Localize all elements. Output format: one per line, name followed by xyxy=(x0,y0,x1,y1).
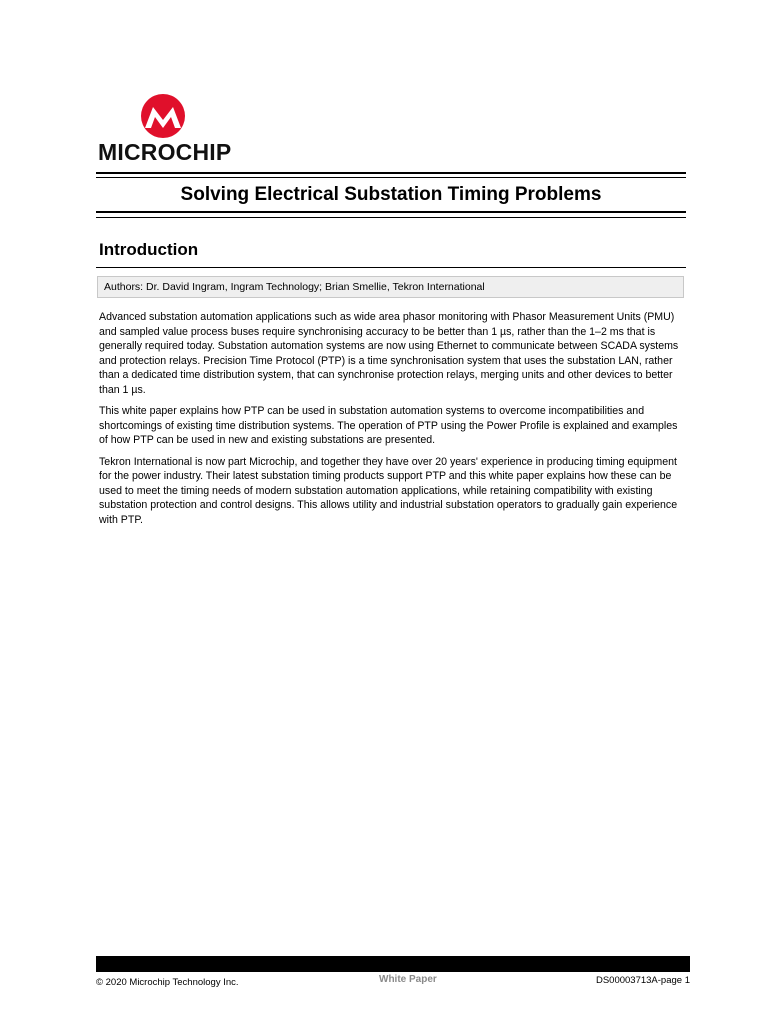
authors-box xyxy=(97,276,684,298)
paragraph-3: Tekron International is now part Microchip, and together they have over 20 years' experience in producing timing equipment for the power industry. Their latest substation timing products support PTP and this white paper explains how these can be used to meet the timing needs of modern substation automation applications, while retaining compatibility with existing substation protection and control designs. This allows utility and industrial substation operators to gradually gain experience with PTP. xyxy=(99,455,678,526)
footer-doc-type: White Paper xyxy=(379,974,437,985)
document-title: Solving Electrical Substation Timing Problems xyxy=(180,184,602,205)
paragraph-1: Advanced substation automation applications such as wide area phasor monitoring with Phasor Measurement Units (PMU) and sampled value process buses require synchronising accuracy to be better than 1 µs, rather than the 1–2 ms that is generally required today. Substation automation systems are now using Ethernet to communicate between SCADA systems and protection relays. Precision Time Protocol (PTP) is a time synchronisation system that uses the substation LAN, rather than a dedicated time distribution system, that can synchronise protection relays, merging units and other devices to better than 1 µs. xyxy=(99,311,679,396)
footer-page-ref: DS00003713A-page 1 xyxy=(595,975,690,986)
microchip-logo xyxy=(98,93,230,167)
title-rule-top-thin xyxy=(96,177,686,178)
title-rule-top-thick xyxy=(96,172,686,174)
microchip-logo-icon xyxy=(138,93,188,139)
brand-wordmark: MICROCHIP xyxy=(98,139,232,165)
section-rule xyxy=(96,267,686,268)
title-rule-bottom-thin xyxy=(96,217,686,218)
title-rule-bottom-thick xyxy=(96,211,686,213)
section-heading: Introduction xyxy=(99,240,199,259)
authors-text: Authors: Dr. David Ingram, Ingram Technology; Brian Smellie, Tekron International xyxy=(104,281,485,293)
paragraph-2: This white paper explains how PTP can be used in substation automation systems to overcome incompatibilities and shortcomings of existing time distribution systems. The operation of PTP using the Power Profile is explained and examples of how PTP can be used in new and existing substations are presented. xyxy=(99,405,678,446)
footer-bar xyxy=(96,956,690,972)
footer-copyright: © 2020 Microchip Technology Inc. xyxy=(96,977,239,988)
body-text xyxy=(99,310,689,534)
